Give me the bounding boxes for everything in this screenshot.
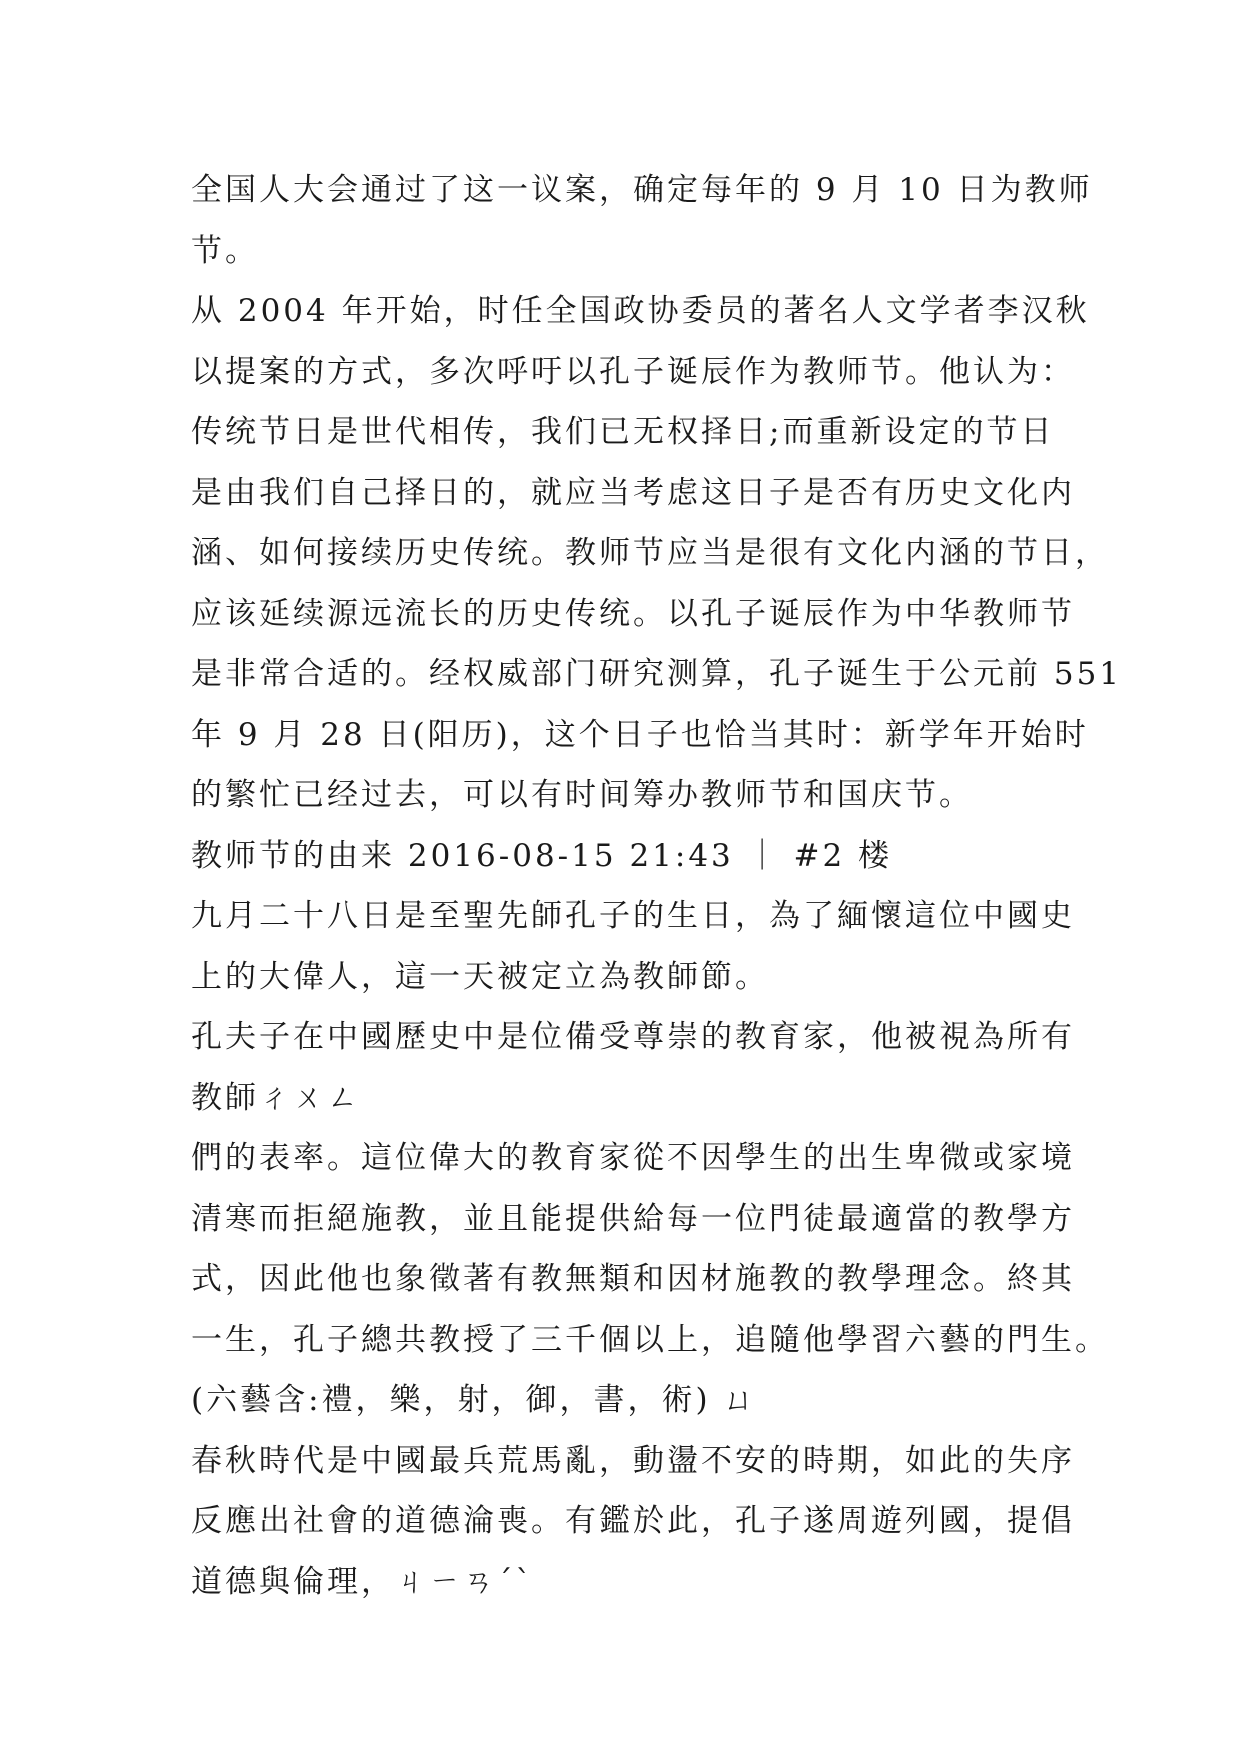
text-line: 全国人大会通过了这一议案，确定每年的 9 月 10 日为教师 [191, 172, 1093, 208]
text-line: 应该延续源远流长的历史传统。以孔子诞辰作为中华教师节 [191, 595, 1075, 632]
text-line: 是由我们自己择日的，就应当考虑这日子是否有历史文化内 [191, 474, 1075, 511]
text-line: 年 9 月 28 日(阳历)，这个日子也恰当其时：新学年开始时 [191, 716, 1089, 753]
text-line: 一生，孔子總共教授了三千個以上，追隨他學習六藝的門生。 [191, 1321, 1109, 1358]
text-line: (六藝含:禮，樂，射，御，書，術) ㄩ [191, 1382, 758, 1418]
text-line: 式，因此他也象徵著有教無類和因材施教的教學理念。終其 [191, 1261, 1075, 1297]
text-line: 道德與倫理，ㄐㄧㄢˊˋ [191, 1563, 534, 1600]
text-line: 涵、如何接续历史传统。教师节应当是很有文化内涵的节日， [191, 535, 1109, 571]
text-line: 节。 [191, 232, 259, 269]
text-line: 們的表率。這位偉大的教育家從不因學生的出生卑微或家境 [191, 1140, 1075, 1176]
text-line: 从 2004 年开始，时任全国政协委员的著名人文学者李汉秋 [191, 293, 1090, 329]
text-line: 教師ㄔㄨㄥ [191, 1079, 361, 1116]
text-line: 以提案的方式，多次呼吁以孔子诞辰作为教师节。他认为： [191, 353, 1075, 390]
text-line: 的繁忙已经过去，可以有时间筹办教师节和国庆节。 [191, 777, 973, 813]
text-line: 清寒而拒絕施教，並且能提供給每一位門徒最適當的教學方 [191, 1200, 1075, 1237]
post-header: 教师节的由来 2016-08-15 21:43 ｜ #2 楼 [191, 837, 893, 874]
text-line: 九月二十八日是至聖先師孔子的生日，為了緬懷這位中國史 [191, 898, 1075, 934]
body-text [191, 160, 1123, 1612]
text-line: 孔夫子在中國歷史中是位備受尊崇的教育家，他被視為所有 [191, 1019, 1075, 1055]
text-line: 上的大偉人，這一天被定立為教師節。 [191, 958, 769, 995]
text-line: 反應出社會的道德淪喪。有鑑於此，孔子遂周遊列國，提倡 [191, 1503, 1075, 1539]
text-line: 春秋時代是中國最兵荒馬亂，動盪不安的時期，如此的失序 [191, 1442, 1075, 1479]
text-line: 是非常合适的。经权威部门研究测算，孔子诞生于公元前 551 [191, 656, 1123, 692]
text-line: 传统节日是世代相传，我们已无权择日;而重新设定的节日 [191, 414, 1055, 450]
